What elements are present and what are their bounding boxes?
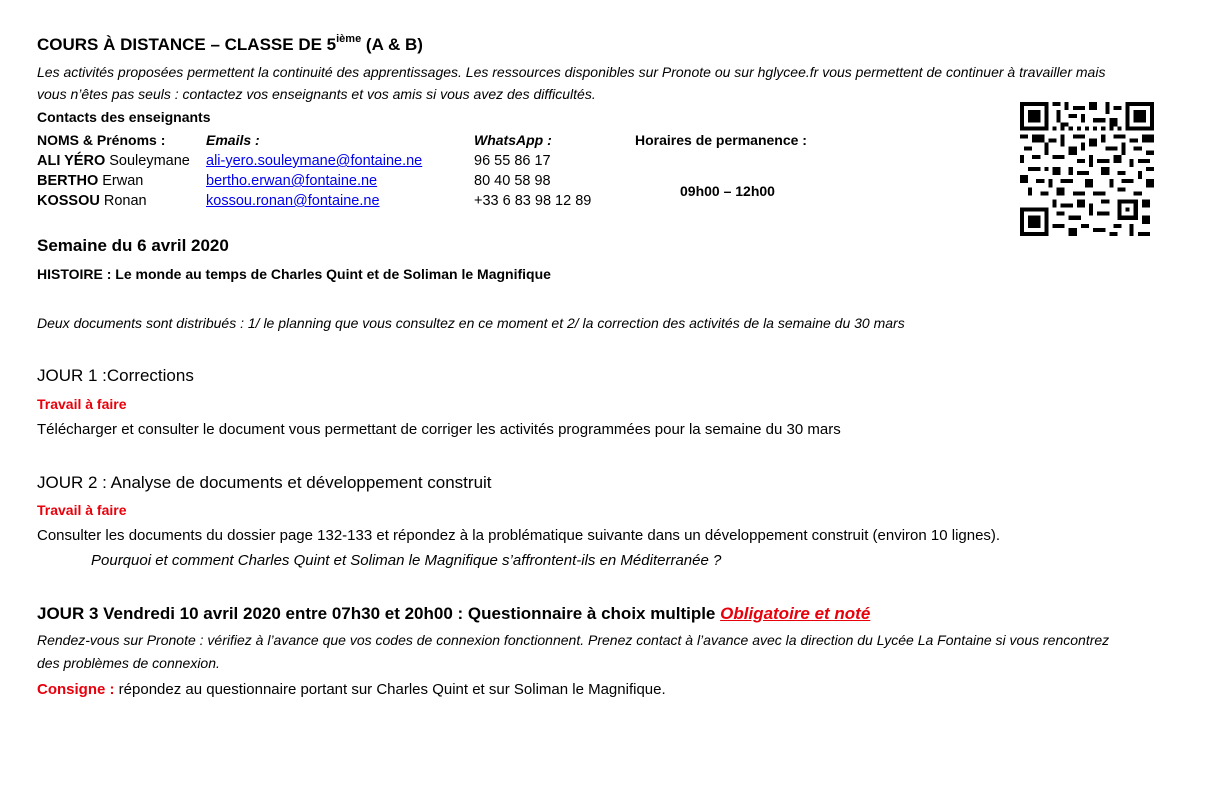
day3-title (37, 604, 870, 624)
contact-row (37, 193, 591, 213)
contact-phone: 96 55 86 17 (474, 153, 551, 169)
contact-email (206, 193, 474, 213)
docs-note: Deux documents sont distribués : 1/ le planning que vous consultez en ce moment et 2/ la correction des activités de la semaine du 30 mars (37, 315, 905, 331)
contact-email (206, 173, 474, 193)
title-main: COURS À DISTANCE – CLASSE DE 5 (37, 35, 337, 54)
contacts-table (37, 153, 591, 213)
day3-title-text: JOUR 3 Vendredi 10 avril 2020 entre 07h30 et 20h00 : Questionnaire à choix multiple (37, 604, 721, 623)
day1-task-label: Travail à faire (37, 396, 127, 412)
contacts-title: Contacts des enseignants (37, 109, 211, 125)
day1-task-text: Télécharger et consulter le document vous permettant de corriger les activités programmées pour la semaine du 30 mars (37, 421, 841, 438)
email-link[interactable]: kossou.ronan@fontaine.ne (206, 193, 380, 209)
contact-email (206, 153, 474, 173)
contact-name: BERTHO Erwan (37, 173, 144, 189)
contact-name: KOSSOU Ronan (37, 193, 147, 209)
contact-row (37, 173, 591, 193)
day3-note-line-2: des problèmes de connexion. (37, 655, 220, 671)
col-header-hours: Horaires de permanence : (635, 132, 807, 148)
intro-line-1: Les activités proposées permettent la continuité des apprentissages. Les ressources disponibles sur Pronote ou sur hglycee.fr vous permettent de continuer à travailler mais (37, 64, 1106, 80)
instruction-text: répondez au questionnaire portant sur Charles Quint et sur Soliman le Magnifique. (114, 681, 666, 698)
day2-question: Pourquoi et comment Charles Quint et Soliman le Magnifique s’affrontent-ils en Méditerranée ? (91, 552, 722, 569)
title-tail: (A & B) (361, 35, 423, 54)
contact-phone: 80 40 58 98 (474, 173, 551, 189)
subject-heading: HISTOIRE : Le monde au temps de Charles Quint et de Soliman le Magnifique (37, 266, 551, 282)
intro-line-2: vous n’êtes pas seuls : contactez vos enseignants et vos amis si vous avez des difficultés. (37, 86, 596, 102)
col-header-whatsapp: WhatsApp : (474, 132, 552, 148)
day3-note-line-1: Rendez-vous sur Pronote : vérifiez à l’avance que vos codes de connexion fonctionnent. Prenez contact à l’avance avec la direction du Lycée La Fontaine si vous rencontrez (37, 632, 1110, 648)
col-header-emails: Emails : (206, 132, 260, 148)
page-title (37, 35, 423, 55)
contact-row (37, 153, 591, 173)
contact-name: ALI YÉRO Souleymane (37, 153, 190, 169)
email-link[interactable]: bertho.erwan@fontaine.ne (206, 173, 378, 189)
week-title: Semaine du 6 avril 2020 (37, 236, 229, 255)
day2-title: JOUR 2 : Analyse de documents et développement construit (37, 473, 492, 492)
day3-instruction (37, 681, 666, 698)
col-header-names: NOMS & Prénoms : (37, 132, 166, 148)
hours-value: 09h00 – 12h00 (680, 183, 775, 199)
day2-task-text: Consulter les documents du dossier page 132-133 et répondez à la problématique suivante dans un développement construit (environ 10 lignes). (37, 527, 1001, 544)
day2-task-label: Travail à faire (37, 502, 127, 518)
day1-title: JOUR 1 :Corrections (37, 366, 194, 385)
day3-mandatory-badge: Obligatoire et noté (720, 604, 871, 623)
email-link[interactable]: ali-yero.souleymane@fontaine.ne (206, 153, 423, 169)
title-superscript: ième (336, 33, 362, 45)
contact-phone: +33 6 83 98 12 89 (474, 193, 592, 209)
qr-code-icon (1020, 102, 1154, 236)
instruction-label: Consigne : (37, 681, 115, 698)
